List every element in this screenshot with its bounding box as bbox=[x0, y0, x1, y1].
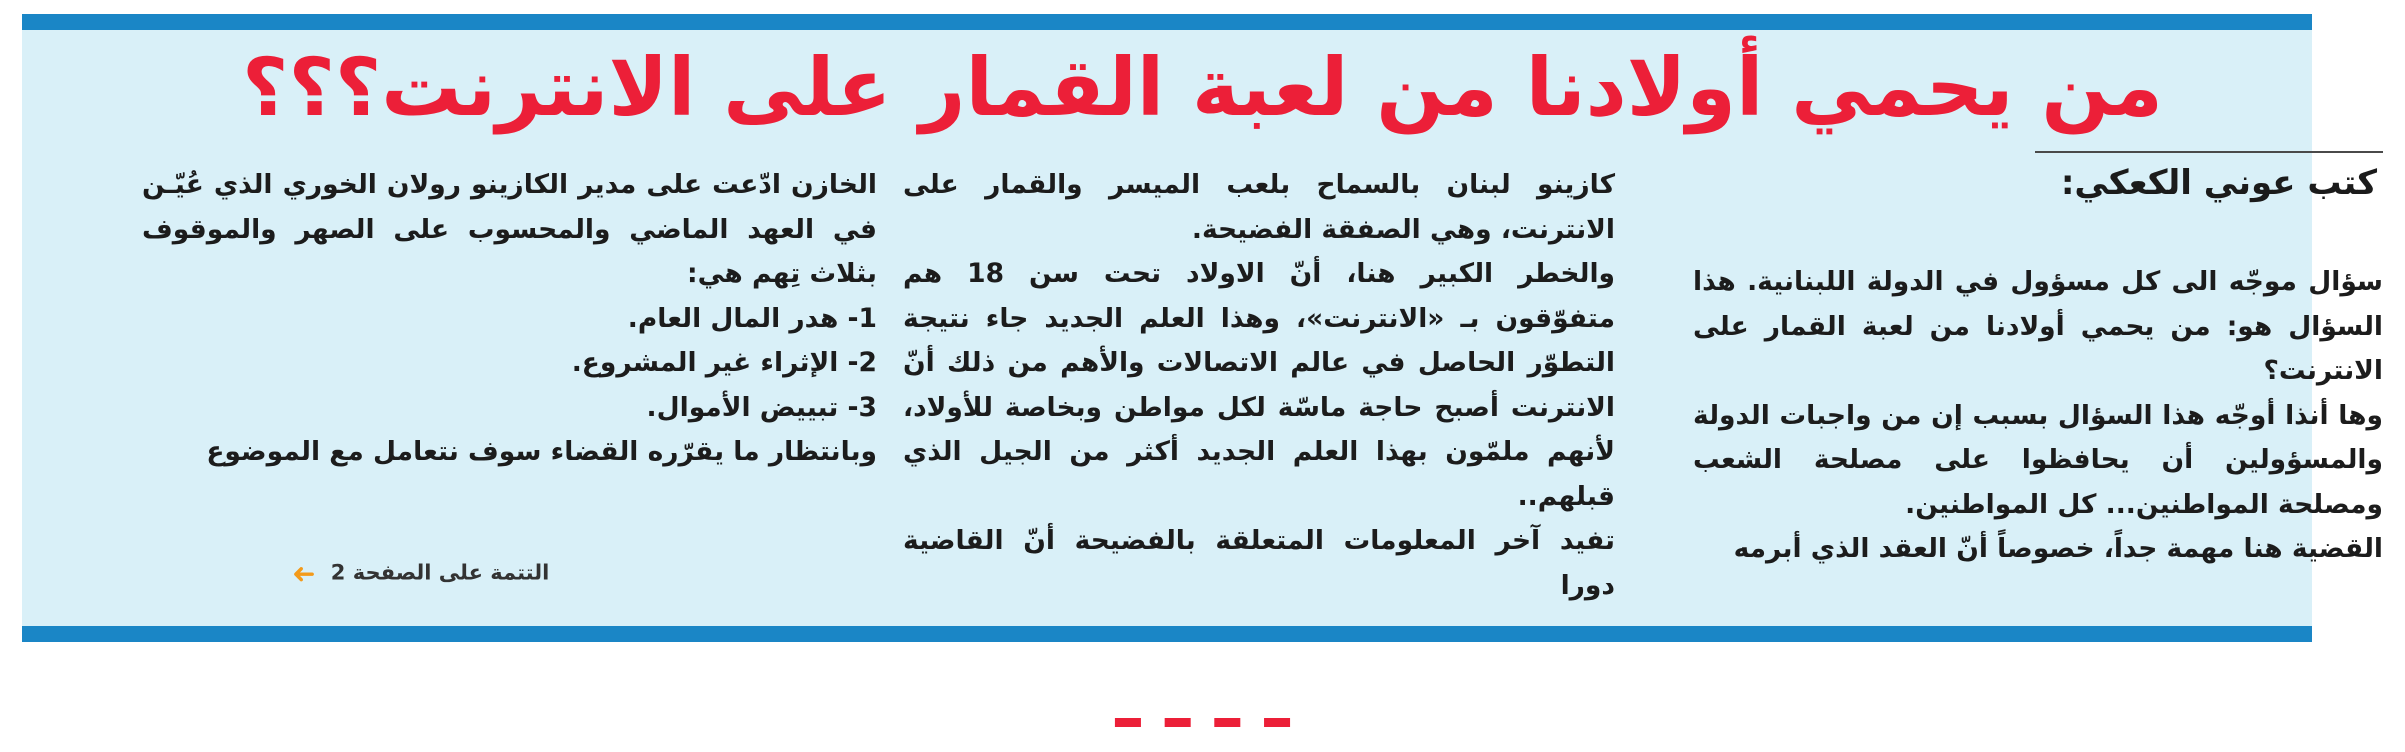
next-article-headline-cropped: ـ ـ ـ ـ bbox=[1115, 660, 1290, 744]
column-2-paragraph: والخطر الكبير هنا، أنّ الاولاد تحت سن 18 هم متفوّقون بـ «الانترنت»، وهذا العلم الجديد جاء نتيجة التطوّر الحاصل في عالم الاتصالات والأهم من ذلك أنّ الانترنت أصبح حاجة ماسّة لكل مواطن وبخاصة للأولاد، لأنهم ملمّون بهذا العلم الجديد أكثر من الجيل الذي قبلهم.. bbox=[903, 258, 1615, 512]
column-1-paragraph: سؤال موجّه الى كل مسؤول في الدولة اللبنانية. هذا السؤال هو: من يحمي أولادنا من لعبة القمار على الانترنت؟ bbox=[1693, 266, 2383, 386]
charge-list-item: 3- تبييض الأموال. bbox=[646, 391, 877, 423]
charge-list-item: 1- هدر المال العام. bbox=[627, 302, 877, 334]
left-arrow-icon: ➜ bbox=[292, 557, 316, 590]
byline-divider bbox=[2035, 151, 2383, 153]
article-column-3 bbox=[142, 163, 877, 475]
column-3-paragraph: الخازن ادّعت على مدير الكازينو رولان الخوري الذي عُيّـن في العهد الماضي والمحسوب على الصهر والموقوف بثلاث تِهم هي: bbox=[142, 169, 877, 289]
charge-list-item: 2- الإثراء غير المشروع. bbox=[571, 347, 877, 378]
continued-on-page-link[interactable] bbox=[292, 557, 549, 590]
continued-label: التتمة على الصفحة 2 bbox=[330, 560, 550, 585]
article-headline: من يحمي أولادنا من لعبة القمار على الانترنت؟؟؟ bbox=[242, 41, 2163, 134]
article-column-2 bbox=[903, 163, 1615, 608]
column-1-paragraph: وها أنذا أوجّه هذا السؤال بسبب إن من واجبات الدولة والمسؤولين أن يحافظوا على مصلحة الشعب ومصلحة المواطنين... كل المواطنين. bbox=[1693, 399, 2383, 520]
column-2-paragraph: تفيد آخر المعلومات المتعلقة بالفضيحة أنّ القاضية دورا bbox=[903, 525, 1615, 601]
article-byline: كتب عوني الكعكي: bbox=[2060, 163, 2377, 203]
column-3-paragraph: وبانتظار ما يقرّره القضاء سوف نتعامل مع الموضوع bbox=[206, 436, 877, 467]
column-2-paragraph: كازينو لبنان بالسماح بلعب الميسر والقمار على الانترنت، وهي الصفقة الفضيحة. bbox=[903, 169, 1615, 245]
column-1-paragraph: القضية هنا مهمة جداً، خصوصاً أنّ العقد الذي أبرمه bbox=[1733, 533, 2383, 564]
article-column-1 bbox=[1693, 260, 2383, 572]
